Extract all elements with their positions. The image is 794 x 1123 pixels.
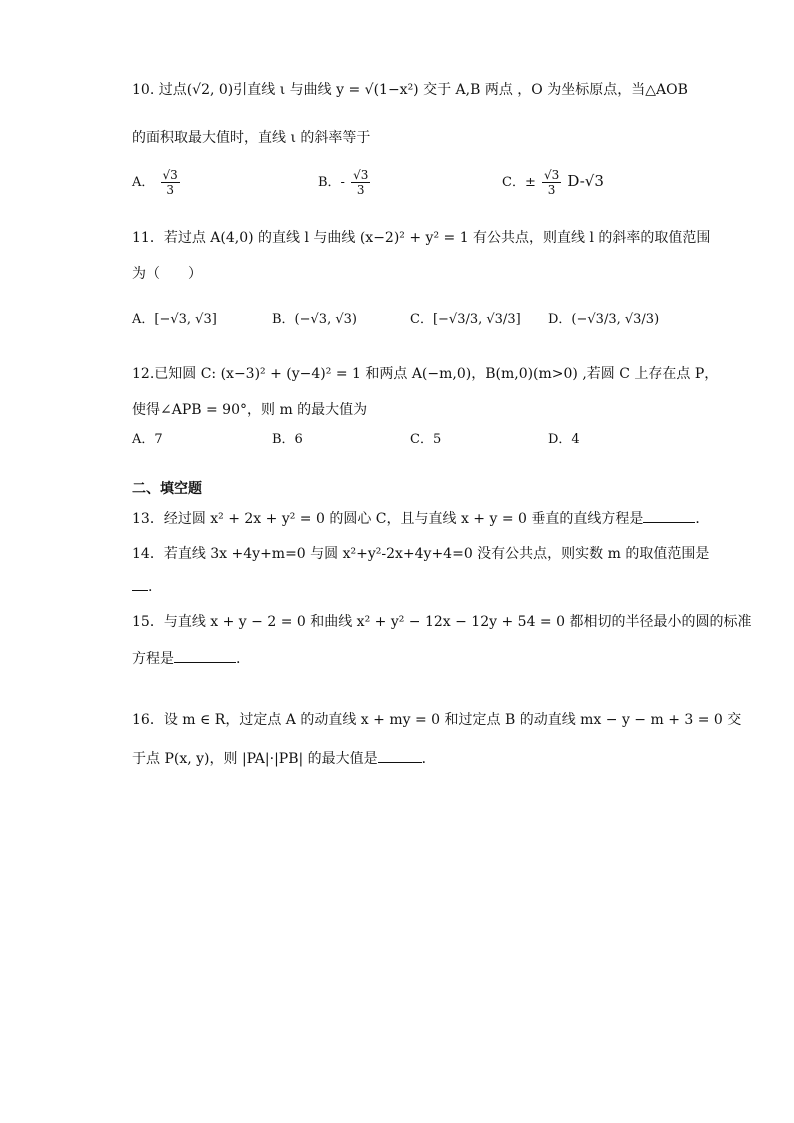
q12-option-a: A．7 <box>132 432 163 447</box>
q14-line1: 14．若直线 3x +4y+m=0 与圆 x²+y²-2x+4y+4=0 没有公共点，则实数 m 的取值范围是 <box>132 546 710 562</box>
option-label: B．- <box>318 175 345 190</box>
q12-option-d: D．4 <box>548 432 580 447</box>
answer-blank <box>643 508 695 523</box>
option-label: C．± <box>502 175 536 190</box>
fraction-numerator: √3 <box>353 168 369 182</box>
q15-text: 方程是 <box>132 651 174 667</box>
q10-option-b <box>318 168 372 197</box>
q14-line2 <box>132 576 152 597</box>
q10-option-d: D-√3 <box>567 172 604 190</box>
q12-option-b: B．6 <box>272 432 303 447</box>
q12-line1: 12.已知圆 C: (x−3)² + (y−4)² = 1 和两点 A(−m,0)，B(m,0)(m>0) ,若圆 C 上存在点 P， <box>132 366 719 382</box>
q13-line <box>132 508 709 529</box>
q11-option-d: D．(−√3/3, √3/3) <box>548 312 660 327</box>
q11-option-b: B．(−√3, √3) <box>272 312 357 327</box>
fraction-denominator: 3 <box>547 183 556 197</box>
q12-option-c: C．5 <box>410 432 442 447</box>
q15-line2 <box>132 648 240 669</box>
q10-line1: 10. 过点(√2, 0)引直线 ι 与曲线 y = √(1−x²) 交于 A,B 两点 ，O 为坐标原点，当△AOB <box>132 82 688 98</box>
q14-end: . <box>148 579 153 595</box>
q11-line2: 为（ ） <box>132 266 202 282</box>
q12-line2: 使得∠APB = 90°，则 m 的最大值为 <box>132 402 368 418</box>
answer-blank <box>378 748 422 763</box>
q16-text: 于点 P(x, y)，则 |PA|·|PB| 的最大值是 <box>132 751 378 767</box>
answer-blank <box>132 576 148 591</box>
q11-line1: 11．若过点 A(4,0) 的直线 l 与曲线 (x−2)² + y² = 1 有公共点，则直线 l 的斜率的取值范围 <box>132 230 711 246</box>
section-title: 二、填空题 <box>132 481 202 497</box>
q16-end: ． <box>421 751 436 767</box>
fraction <box>351 168 370 197</box>
q16-line2 <box>132 748 436 769</box>
q10-line2: 的面积取最大值时，直线 ι 的斜率等于 <box>132 130 371 146</box>
option-label: A． <box>132 175 155 190</box>
q15-line1: 15．与直线 x + y − 2 = 0 和曲线 x² + y² − 12x − 12y + 54 = 0 都相切的半径最小的圆的标准 <box>132 614 752 630</box>
q11-option-c: C．[−√3/3, √3/3] <box>410 312 521 327</box>
q10-option-a <box>132 168 182 197</box>
q10-option-c <box>502 168 604 197</box>
fraction <box>542 168 561 197</box>
q13-text: 13．经过圆 x² + 2x + y² = 0 的圆心 C，且与直线 x + y = 0 垂直的直线方程是 <box>132 511 644 527</box>
fraction-denominator: 3 <box>356 183 365 197</box>
fraction-numerator: √3 <box>162 168 178 182</box>
q15-end: . <box>236 651 241 667</box>
fraction-numerator: √3 <box>543 168 560 182</box>
q11-option-a: A．[−√3, √3] <box>132 312 217 327</box>
answer-blank <box>174 648 236 663</box>
fraction-denominator: 3 <box>166 183 174 197</box>
q13-end: ． <box>695 511 710 527</box>
q16-line1: 16．设 m ∈ R，过定点 A 的动直线 x + my = 0 和过定点 B 的动直线 mx − y − m + 3 = 0 交 <box>132 712 742 728</box>
fraction <box>161 168 180 197</box>
